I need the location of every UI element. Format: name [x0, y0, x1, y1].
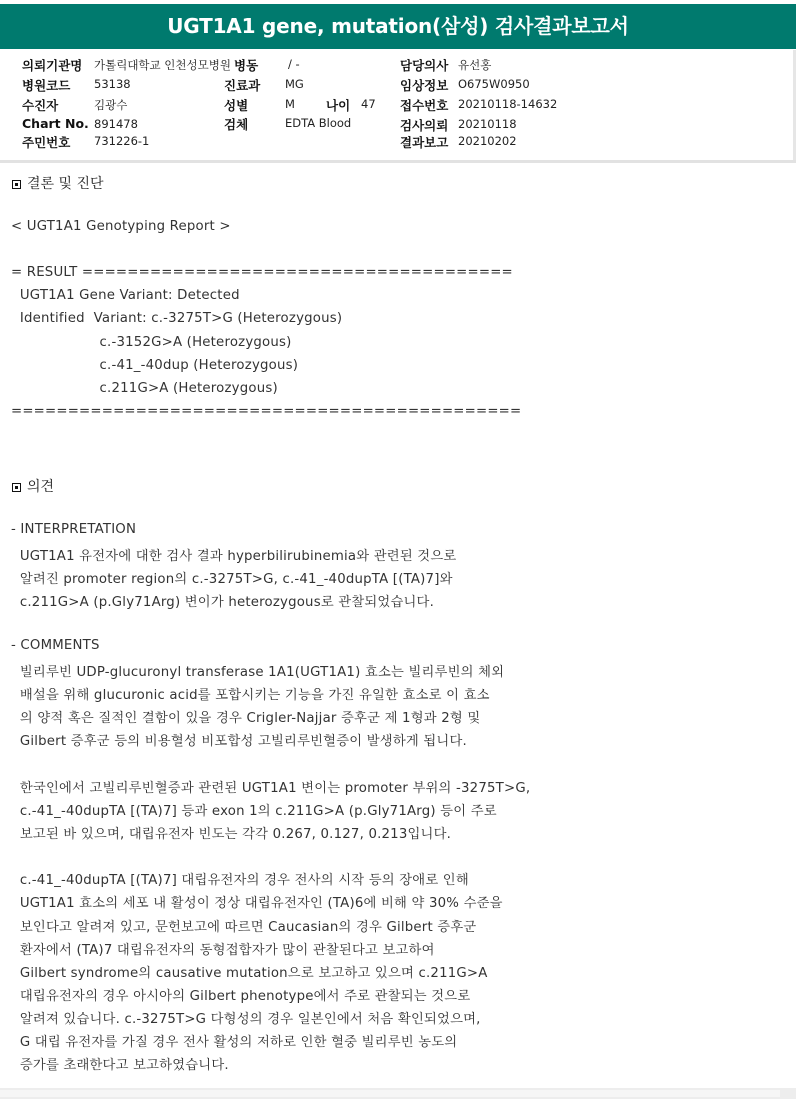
text-line: c.-3152G>A (Heterozygous): [11, 334, 292, 350]
header-label: 성별: [224, 98, 249, 113]
section-heading-opinion: [12, 476, 54, 496]
header-label: 진료과: [224, 78, 261, 93]
text-line: - INTERPRETATION: [11, 522, 137, 537]
header-label: 주민번호: [22, 135, 71, 150]
header-value: M: [285, 97, 295, 111]
section-heading-conclusion: [12, 173, 104, 193]
text-line: c.-41_-40dupTA [(TA)7] 대립유전자의 경우 전사의 시작 등의 장애로 인해: [11, 873, 469, 889]
report-title: UGT1A1 gene, mutation(삼성) 검사결과보고서: [0, 4, 796, 49]
header-value: EDTA Blood: [285, 116, 352, 130]
header-divider: [0, 160, 796, 163]
text-line: 보고된 바 있으며, 대립유전자 빈도는 각각 0.267, 0.127, 0.213입니다.: [11, 826, 452, 842]
header-label: 수진자: [22, 98, 59, 113]
header-value: / -: [288, 57, 300, 71]
text-line: UGT1A1 Gene Variant: Detected: [11, 288, 240, 304]
header-value: 53138: [94, 77, 131, 91]
text-line: 대립유전자의 경우 아시아의 Gilbert phenotype에서 주로 관찰되는 것으로: [11, 989, 471, 1004]
section-title: 결론 및 진단: [27, 176, 104, 192]
section-title: 의견: [27, 479, 55, 495]
text-line: =============================================: [11, 403, 522, 419]
header-label: 검사의뢰: [400, 118, 449, 133]
text-line: 알려진 promoter region의 c.-3275T>G, c.-41_-40dupTA [(TA)7]와: [11, 572, 453, 588]
header-value: 20210118-14632: [458, 97, 558, 111]
text-line: 환자에서 (TA)7 대립유전자의 동형접합자가 많이 관찰된다고 보고하여: [11, 942, 435, 958]
text-line: - COMMENTS: [11, 637, 100, 653]
header-label: 나이: [326, 98, 351, 113]
scrollbar-thumb[interactable]: [0, 1090, 780, 1097]
text-line: Identified Variant: c.-3275T>G (Heterozygous): [11, 311, 343, 327]
text-line: Gilbert 증후군 등의 비용혈성 비포합성 고빌리루빈혈증이 발생하게 됩니다.: [11, 734, 467, 750]
text-line: 보인다고 알려져 있고, 문헌보고에 따르면 Caucasian의 경우 Gilbert 증후군: [11, 919, 477, 935]
header-label: Chart No.: [22, 116, 89, 131]
text-line: < UGT1A1 Genotyping Report >: [11, 219, 231, 234]
text-line: 배설을 위해 glucuronic acid를 포합시키는 기능을 가진 유일한 효소로 이 효소: [11, 688, 490, 704]
text-line: UGT1A1 유전자에 대한 검사 결과 hyperbilirubinemia와 관련된 것으로: [11, 549, 457, 565]
text-line: UGT1A1 효소의 세포 내 활성이 정상 대립유전자인 (TA)6에 비해 약 30% 수준을: [11, 896, 503, 912]
header-label: 담당의사: [400, 58, 449, 73]
text-line: 증가를 초래한다고 보고하였습니다.: [11, 1058, 229, 1074]
header-label: 의뢰기관명: [22, 58, 83, 73]
text-line: G 대립 유전자를 가질 경우 전사 활성의 저하로 인한 혈중 빌리루빈 농도의: [11, 1035, 458, 1051]
header-value: 47: [361, 97, 376, 111]
report-header: [0, 54, 796, 158]
text-line: 빌리루빈 UDP-glucuronyl transferase 1A1(UGT1A1) 효소는 빌리루빈의 체외: [11, 664, 505, 680]
header-value: 731226-1: [94, 134, 150, 148]
header-value: 20210118: [458, 117, 517, 131]
text-line: Gilbert syndrome의 causative mutation으로 보고하고 있으며 c.211G>A: [11, 965, 488, 981]
text-line: c.-41_-40dupTA [(TA)7] 등과 exon 1의 c.211G>A (p.Gly71Arg) 등이 주로: [11, 803, 497, 819]
header-value: MG: [285, 77, 304, 91]
header-value: 김광수: [94, 98, 128, 112]
header-label: 병원코드: [22, 78, 71, 93]
header-value: 가톨릭대학교 인천성모병원: [94, 58, 231, 72]
header-label: 병동: [234, 58, 259, 73]
header-label: 접수번호: [400, 98, 449, 113]
horizontal-scrollbar[interactable]: [0, 1088, 796, 1099]
text-line: c.211G>A (p.Gly71Arg) 변이가 heterozygous로 관찰되었습니다.: [11, 595, 435, 611]
square-bullet-icon: [12, 483, 21, 492]
header-value: 20210202: [458, 134, 517, 148]
text-line: 의 양적 혹은 질적인 결함이 있을 경우 Crigler-Najjar 증후군 제 1형과 2형 및: [11, 711, 481, 727]
text-line: c.211G>A (Heterozygous): [11, 380, 278, 396]
text-line: c.-41_-40dup (Heterozygous): [11, 357, 299, 373]
text-line: 한국인에서 고빌리루빈혈증과 관련된 UGT1A1 변이는 promoter 부위의 -3275T>G,: [11, 780, 531, 796]
header-value: 유선홍: [458, 58, 492, 72]
header-label: 임상정보: [400, 78, 449, 93]
square-bullet-icon: [12, 180, 21, 189]
header-value: O675W0950: [458, 77, 530, 91]
text-line: 알려져 있습니다. c.-3275T>G 다형성의 경우 일본인에서 처음 확인되었으며,: [11, 1012, 481, 1028]
header-value: 891478: [94, 117, 138, 131]
header-label: 결과보고: [400, 135, 449, 150]
header-label: 검체: [224, 117, 249, 132]
text-line: = RESULT ======================================: [11, 265, 513, 281]
